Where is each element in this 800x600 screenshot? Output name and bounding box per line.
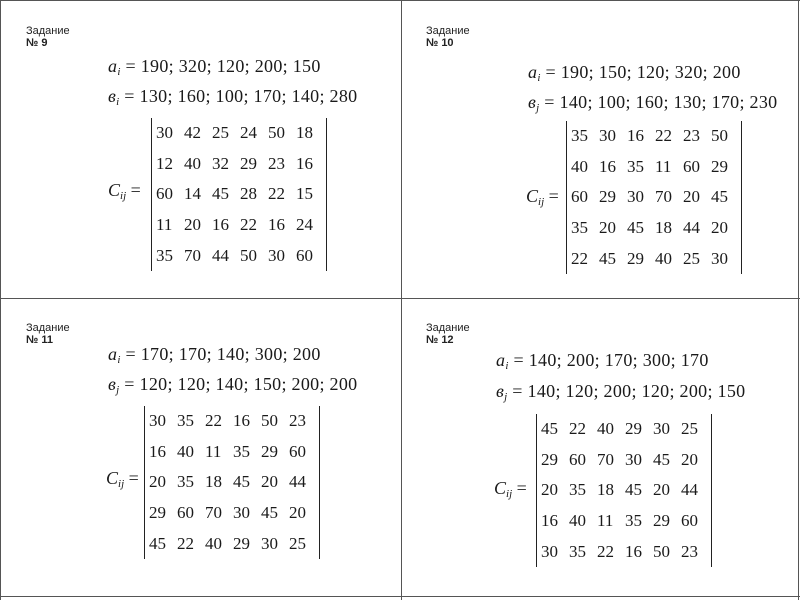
matrix-cell: 20	[681, 449, 698, 469]
matrix-cell: 70	[597, 449, 614, 469]
matrix-cell: 40	[569, 511, 586, 531]
matrix-cell: 45	[541, 419, 558, 439]
matrix-cell: 35	[625, 511, 642, 531]
matrix-cell: 18	[597, 480, 614, 500]
matrix-cell: 35	[569, 541, 586, 561]
matrix-cell: 24	[296, 215, 313, 235]
matrix-cell: 29	[627, 248, 644, 268]
matrix-brackets	[151, 118, 327, 271]
matrix-cell: 30	[261, 533, 278, 553]
supply-equation: $a_i = 190$; 320; 120; 200; 150	[108, 56, 321, 78]
matrix-cell: 50	[711, 126, 728, 146]
matrix-cell: 16	[212, 215, 229, 235]
cost-matrix-label: $C_{ij}$ =	[108, 180, 141, 202]
matrix-cell: 29	[541, 449, 558, 469]
matrix-cell: 40	[571, 156, 588, 176]
matrix-cell: 30	[156, 123, 173, 143]
matrix-cell: 16	[233, 411, 250, 431]
matrix-cell: 35	[233, 441, 250, 461]
matrix-cell: 22	[597, 541, 614, 561]
matrix-cell: 40	[205, 533, 222, 553]
demand-equation: $в_j = 140$; 100; 160; 130; 170; 230	[528, 92, 778, 114]
matrix-cell: 18	[296, 123, 313, 143]
matrix-row	[145, 528, 319, 559]
divider	[401, 0, 402, 600]
matrix-cell: 60	[156, 184, 173, 204]
matrix-cell: 35	[571, 126, 588, 146]
task-title: Задание № 10	[426, 25, 470, 49]
matrix-brackets	[536, 414, 712, 567]
matrix-cell: 22	[177, 533, 194, 553]
matrix-cell: 20	[289, 503, 306, 523]
cost-matrix-label: $C_{ij}$ =	[494, 478, 527, 500]
matrix-cell: 20	[184, 215, 201, 235]
matrix-cell: 16	[541, 511, 558, 531]
matrix-cell: 40	[655, 248, 672, 268]
matrix-cell: 25	[212, 123, 229, 143]
matrix-cell: 20	[653, 480, 670, 500]
matrix-cell: 45	[149, 533, 166, 553]
matrix-row	[152, 240, 326, 271]
matrix-cell: 20	[149, 472, 166, 492]
matrix-cell: 29	[653, 511, 670, 531]
task-title: Задание № 11	[26, 322, 70, 346]
matrix-cell: 16	[627, 126, 644, 146]
matrix-row	[537, 475, 711, 506]
matrix-cell: 40	[184, 153, 201, 173]
matrix-cell: 45	[627, 218, 644, 238]
matrix-row	[537, 414, 711, 445]
matrix-cell: 35	[627, 156, 644, 176]
matrix-cell: 25	[683, 248, 700, 268]
matrix-cell: 40	[597, 419, 614, 439]
matrix-cell: 16	[268, 215, 285, 235]
matrix-cell: 20	[599, 218, 616, 238]
matrix-cell: 11	[156, 215, 173, 235]
matrix-row	[567, 213, 741, 244]
matrix-cell: 60	[683, 156, 700, 176]
matrix-cell: 45	[653, 449, 670, 469]
matrix-cell: 22	[569, 419, 586, 439]
matrix-cell: 30	[268, 245, 285, 265]
matrix-cell: 60	[177, 503, 194, 523]
matrix-brackets	[566, 121, 742, 274]
matrix-cell: 29	[149, 503, 166, 523]
matrix-cell: 35	[177, 472, 194, 492]
matrix-cell: 11	[205, 441, 222, 461]
matrix-cell: 22	[268, 184, 285, 204]
matrix-cell: 40	[177, 441, 194, 461]
matrix-cell: 45	[711, 187, 728, 207]
matrix-row	[537, 506, 711, 537]
demand-equation: $в_j = 140$; 120; 200; 120; 200; 150	[496, 381, 746, 403]
matrix-row	[145, 467, 319, 498]
matrix-cell: 20	[711, 218, 728, 238]
matrix-cell: 29	[711, 156, 728, 176]
matrix-cell: 50	[653, 541, 670, 561]
supply-equation: $a_i = 170$; 170; 140; 300; 200	[108, 344, 321, 366]
matrix-cell: 45	[261, 503, 278, 523]
matrix-cell: 28	[240, 184, 257, 204]
matrix-cell: 45	[233, 472, 250, 492]
matrix-cell: 22	[205, 411, 222, 431]
supply-equation: $a_i = 140$; 200; 170; 300; 170	[496, 350, 709, 372]
matrix-cell: 11	[597, 511, 614, 531]
matrix-row	[567, 121, 741, 152]
matrix-cell: 44	[289, 472, 306, 492]
matrix-cell: 45	[625, 480, 642, 500]
matrix-cell: 29	[261, 441, 278, 461]
supply-equation: $a_i = 190$; 150; 120; 320; 200	[528, 62, 741, 84]
matrix-cell: 50	[261, 411, 278, 431]
matrix-cell: 30	[653, 419, 670, 439]
matrix-cell: 70	[205, 503, 222, 523]
matrix-cell: 35	[177, 411, 194, 431]
matrix-cell: 30	[627, 187, 644, 207]
matrix-cell: 50	[268, 123, 285, 143]
divider	[0, 0, 800, 1]
matrix-row	[152, 149, 326, 180]
matrix-cell: 16	[296, 153, 313, 173]
matrix-cell: 20	[683, 187, 700, 207]
cost-matrix-label: $C_{ij}$ =	[106, 468, 139, 490]
divider	[798, 0, 799, 600]
matrix-cell: 44	[212, 245, 229, 265]
matrix-row	[145, 437, 319, 468]
divider	[0, 298, 800, 299]
matrix-cell: 60	[569, 449, 586, 469]
matrix-cell: 35	[569, 480, 586, 500]
matrix-cell: 23	[268, 153, 285, 173]
matrix-cell: 23	[289, 411, 306, 431]
matrix-cell: 25	[681, 419, 698, 439]
matrix-cell: 16	[149, 441, 166, 461]
matrix-row	[145, 498, 319, 529]
matrix-cell: 30	[711, 248, 728, 268]
matrix-cell: 23	[681, 541, 698, 561]
matrix-cell: 18	[205, 472, 222, 492]
task-title: Задание № 9	[26, 25, 70, 49]
matrix-cell: 29	[240, 153, 257, 173]
matrix-cell: 20	[261, 472, 278, 492]
matrix-cell: 30	[625, 449, 642, 469]
matrix-cell: 29	[599, 187, 616, 207]
matrix-cell: 23	[683, 126, 700, 146]
matrix-cell: 16	[599, 156, 616, 176]
matrix-row	[152, 118, 326, 149]
matrix-cell: 12	[156, 153, 173, 173]
matrix-row	[567, 243, 741, 274]
matrix-row	[567, 182, 741, 213]
matrix-cell: 14	[184, 184, 201, 204]
matrix-cell: 30	[233, 503, 250, 523]
matrix-cell: 29	[233, 533, 250, 553]
matrix-cell: 30	[149, 411, 166, 431]
matrix-cell: 22	[240, 215, 257, 235]
matrix-cell: 42	[184, 123, 201, 143]
matrix-row	[567, 152, 741, 183]
matrix-cell: 30	[599, 126, 616, 146]
matrix-cell: 70	[655, 187, 672, 207]
matrix-cell: 22	[571, 248, 588, 268]
matrix-row	[537, 445, 711, 476]
matrix-row	[152, 179, 326, 210]
demand-equation: $в_j = 120$; 120; 140; 150; 200; 200	[108, 374, 358, 396]
matrix-cell: 24	[240, 123, 257, 143]
matrix-cell: 45	[599, 248, 616, 268]
matrix-cell: 29	[625, 419, 642, 439]
matrix-cell: 15	[296, 184, 313, 204]
matrix-cell: 50	[240, 245, 257, 265]
matrix-cell: 18	[655, 218, 672, 238]
matrix-brackets	[144, 406, 320, 559]
demand-equation: $в_i = 130$; 160; 100; 170; 140; 280	[108, 86, 358, 108]
matrix-cell: 35	[156, 245, 173, 265]
matrix-cell: 60	[571, 187, 588, 207]
matrix-cell: 60	[289, 441, 306, 461]
matrix-cell: 70	[184, 245, 201, 265]
cost-matrix-label: $C_{ij}$ =	[526, 186, 559, 208]
divider	[0, 596, 800, 597]
matrix-cell: 44	[681, 480, 698, 500]
matrix-cell: 22	[655, 126, 672, 146]
matrix-cell: 20	[541, 480, 558, 500]
matrix-row	[152, 210, 326, 241]
matrix-cell: 35	[571, 218, 588, 238]
matrix-cell: 16	[625, 541, 642, 561]
divider	[0, 0, 1, 600]
matrix-cell: 60	[296, 245, 313, 265]
matrix-cell: 60	[681, 511, 698, 531]
matrix-cell: 32	[212, 153, 229, 173]
matrix-cell: 11	[655, 156, 672, 176]
task-title: Задание № 12	[426, 322, 470, 346]
matrix-row	[145, 406, 319, 437]
matrix-cell: 44	[683, 218, 700, 238]
matrix-cell: 25	[289, 533, 306, 553]
matrix-cell: 30	[541, 541, 558, 561]
matrix-cell: 45	[212, 184, 229, 204]
matrix-row	[537, 536, 711, 567]
